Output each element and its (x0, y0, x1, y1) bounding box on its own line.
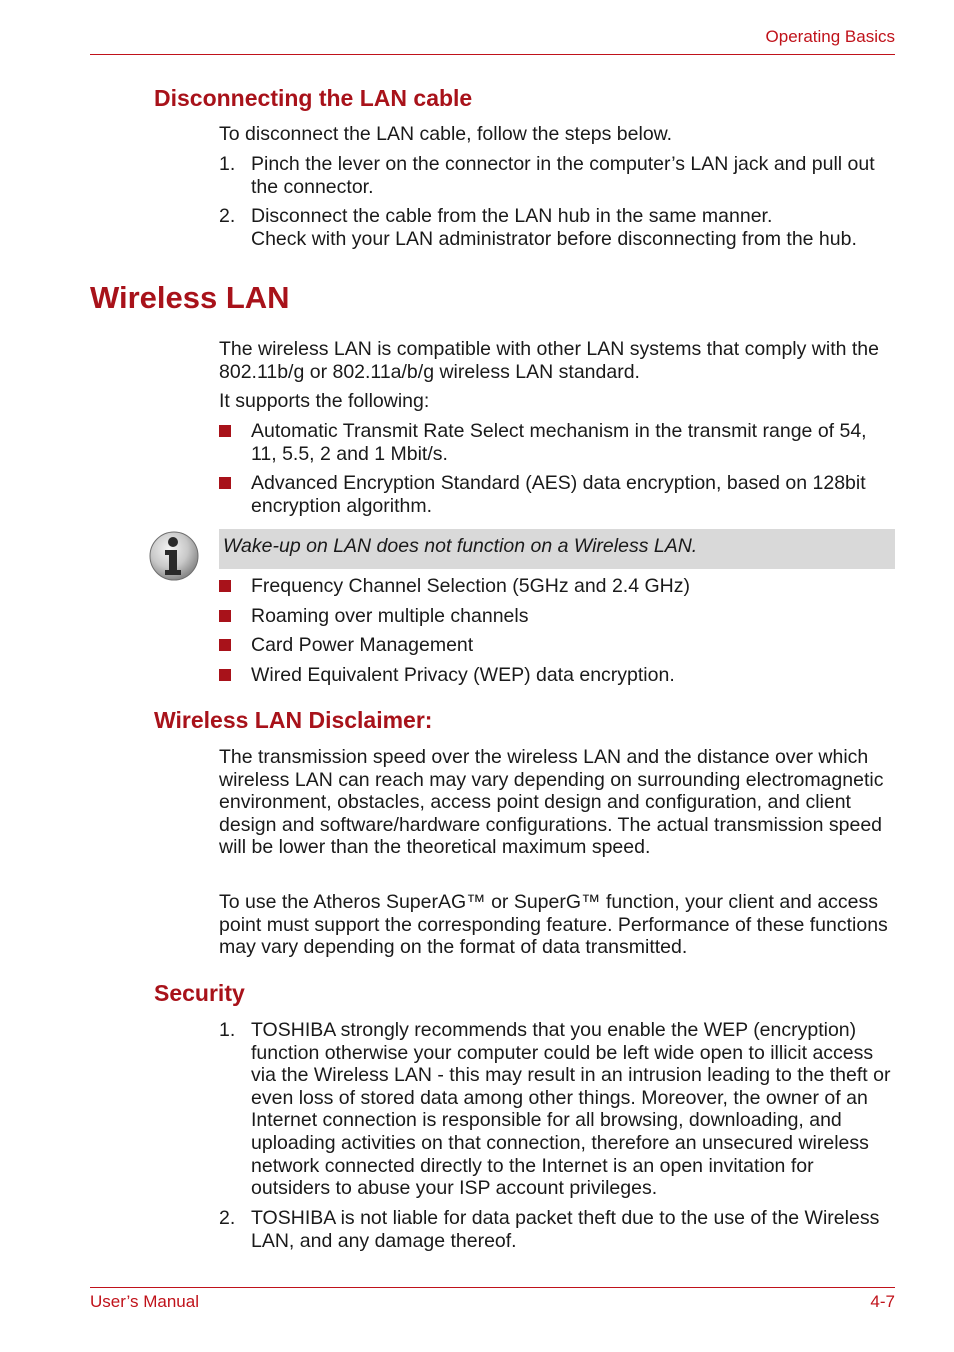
wireless-supports: It supports the following: (219, 390, 430, 412)
step-text: Pinch the lever on the connector in the computer’s LAN jack and pull out the connector. (251, 153, 875, 198)
running-header: Operating Basics (765, 27, 895, 46)
step-number: 1. (219, 1019, 236, 1041)
feature-text: Frequency Channel Selection (5GHz and 2.4 GHz) (251, 575, 690, 597)
step-text: TOSHIBA is not liable for data packet theft due to the use of the Wireless LAN, and any damage thereof. (251, 1207, 880, 1252)
feature-text: Roaming over multiple channels (251, 605, 529, 627)
step-text-line: Disconnect the cable from the LAN hub in the same manner. (251, 205, 773, 227)
disconnect-intro: To disconnect the LAN cable, follow the steps below. (219, 123, 673, 145)
feature-text: Wired Equivalent Privacy (WEP) data encryption. (251, 664, 675, 686)
info-icon (148, 530, 200, 582)
note-text: Wake-up on LAN does not function on a Wireless LAN. (223, 535, 698, 557)
square-bullet-icon (219, 610, 231, 622)
step-number: 2. (219, 205, 236, 227)
security-heading: Security (154, 980, 245, 1006)
step-text-line: Check with your LAN administrator before disconnecting from the hub. (251, 227, 857, 250)
feature-text: Automatic Transmit Rate Select mechanism in the transmit range of 54, 11, 5.5, 2 and 1 Mbit/s. (251, 420, 867, 465)
section-title: Wireless LAN (90, 280, 290, 315)
disclaimer-paragraph-1: The transmission speed over the wireless LAN and the distance over which wireless LAN can reach may vary depending on surrounding electromagnetic environment, obstacles, access point design and configuration, and client design and software/hardware configurations. The actual transmission speed will be lower than the theoretical maximum speed. (219, 746, 884, 859)
square-bullet-icon (219, 580, 231, 592)
disclaimer-paragraph-2: To use the Atheros SuperAG™ or SuperG™ function, your client and access point must support the corresponding feature. Performance of these functions may vary depending on the format of data transmitted. (219, 891, 888, 959)
disclaimer-heading: Wireless LAN Disclaimer: (154, 707, 433, 733)
feature-text: Card Power Management (251, 634, 474, 656)
square-bullet-icon (219, 669, 231, 681)
page-number: 4-7 (870, 1292, 895, 1311)
note-box (219, 529, 895, 569)
step-text: TOSHIBA strongly recommends that you enable the WEP (encryption) function otherwise your computer could be left wide open to illicit access via the Wireless LAN - this may result in an intrusion leading to the theft or even loss of stored data among other things. Moreover, the owner of an Internet connection is responsible for all browsing, downloading, and uploading activities on that connection, therefore an unsecured wireless network connected directly to the Internet is an open invitation for outsiders to abuse your ISP account privileges. (251, 1019, 891, 1200)
step-text (251, 205, 895, 250)
disconnect-heading: Disconnecting the LAN cable (154, 85, 473, 111)
step-number: 1. (219, 153, 236, 175)
wireless-intro: The wireless LAN is compatible with other LAN systems that comply with the 802.11b/g or 802.11a/b/g wireless LAN standard. (219, 338, 880, 383)
feature-text: Advanced Encryption Standard (AES) data encryption, based on 128bit encryption algorithm. (251, 472, 866, 517)
square-bullet-icon (219, 639, 231, 651)
square-bullet-icon (219, 425, 231, 437)
step-number: 2. (219, 1207, 236, 1229)
footer-rule (90, 1287, 895, 1288)
square-bullet-icon (219, 477, 231, 489)
footer-manual-title: User’s Manual (90, 1292, 199, 1311)
header-rule (90, 54, 895, 55)
